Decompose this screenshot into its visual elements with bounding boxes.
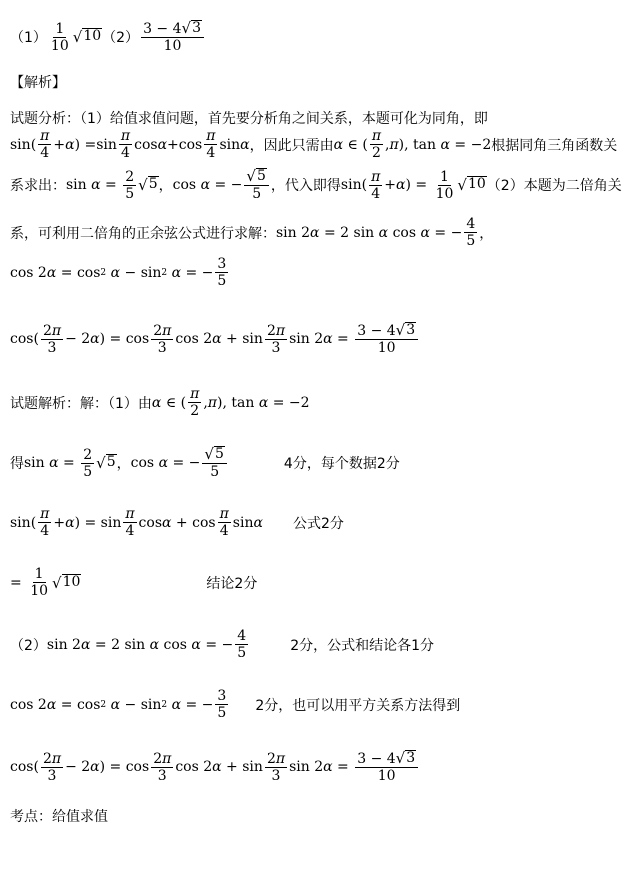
part1-label: （1） bbox=[10, 30, 47, 47]
answer1-fraction: $\frac{1}{10}$ bbox=[50, 20, 69, 54]
solution-line-7: cos ( $\frac{2\pi}{3}$ − 2 α ) = cos $\frac{2\pi}{3}$ cos 2 α + sin $\frac{2\pi}{3}$ sin 2 α = 3 − 4 √ 3 10 bbox=[10, 750, 624, 784]
score-note-conclusion: 结论2分 bbox=[206, 575, 258, 592]
analysis-intro: 试题分析：（1）给值求值问题，首先要分析角之间关系，本题可化为同角，即 bbox=[10, 111, 488, 127]
analysis-line-6: cos ( $\frac{2\pi}{3}$ − 2 α ) = cos $\frac{2\pi}{3}$ cos 2 α + sin $\frac{2\pi}{3}$ sin 2 α = 3 − 4 √ 3 10 bbox=[10, 322, 624, 356]
section-header: 【解析】 bbox=[10, 75, 66, 91]
answer-line bbox=[10, 20, 624, 54]
solution-line-3: sin ( $\frac{\pi}{4}$ + α ) = sin $\frac{\pi}{4}$ cos α + cos $\frac{\pi}{4}$ sin α 公式2分 bbox=[10, 506, 344, 540]
solution-intro: 试题解析：解：（1）由 α ∈ ( $\frac{\pi}{2}$ , π ), tan α = −2 bbox=[10, 386, 310, 420]
score-note-formula: 公式2分 bbox=[292, 515, 344, 532]
kaodian-line: 考点：给值求值 bbox=[10, 809, 108, 825]
score-note-3: 2分，也可以用平方关系方法得到 bbox=[255, 697, 461, 714]
score-note-2: 2分，公式和结论各1分 bbox=[290, 637, 435, 654]
analysis-line-2: sin ( $\frac{\pi}{4}$ + α ) = sin $\frac{\pi}{4}$ cos α + cos $\frac{\pi}{4}$ sin α ，因此只需由 α ∈ ( $\frac{\pi}{2}$ , π ), tan α = −2 根据同角三角函数关 bbox=[10, 128, 618, 162]
solution-line-4: = $\frac{1}{10}$ √ 10 结论2分 bbox=[10, 566, 258, 600]
answer2-fraction: 3 − 4 √ 3 10 bbox=[141, 20, 204, 54]
part2-label: （2） bbox=[102, 30, 140, 47]
analysis-line-4: 系，可利用二倍角的正余弦公式进行求解： sin 2 α = 2 sin α cos α = − $\frac{4}{5}$ ， bbox=[10, 216, 494, 250]
solution-line-5: （2） sin 2 α = 2 sin α cos α = − $\frac{4}{5}$ 2分，公式和结论各1分 bbox=[10, 628, 435, 662]
score-note-1: 4分，每个数据2分 bbox=[283, 456, 400, 473]
analysis-line-3: 系求出： sin α = $\frac{2}{5}$ √ 5 ， cos α = − √ 5 5 ，代入即得 sin ( $\frac{\pi}{4}$ + α ) = $\frac{1}{10}$ √ 10 （2）本题为二倍角关 bbox=[10, 167, 622, 203]
analysis-line-5: cos 2 α = cos 2 α − sin 2 α = − $\frac{3}{5}$ bbox=[10, 256, 227, 290]
solution-line-2: 得 sin α = $\frac{2}{5}$ √ 5 ， cos α = − √ 5 5 4分，每个数据2分 bbox=[10, 445, 400, 481]
answer1-sqrt: √ 10 bbox=[72, 28, 102, 47]
solution-line-6: cos 2 α = cos 2 α − sin 2 α = − $\frac{3}{5}$ 2分，也可以用平方关系方法得到 bbox=[10, 688, 461, 722]
